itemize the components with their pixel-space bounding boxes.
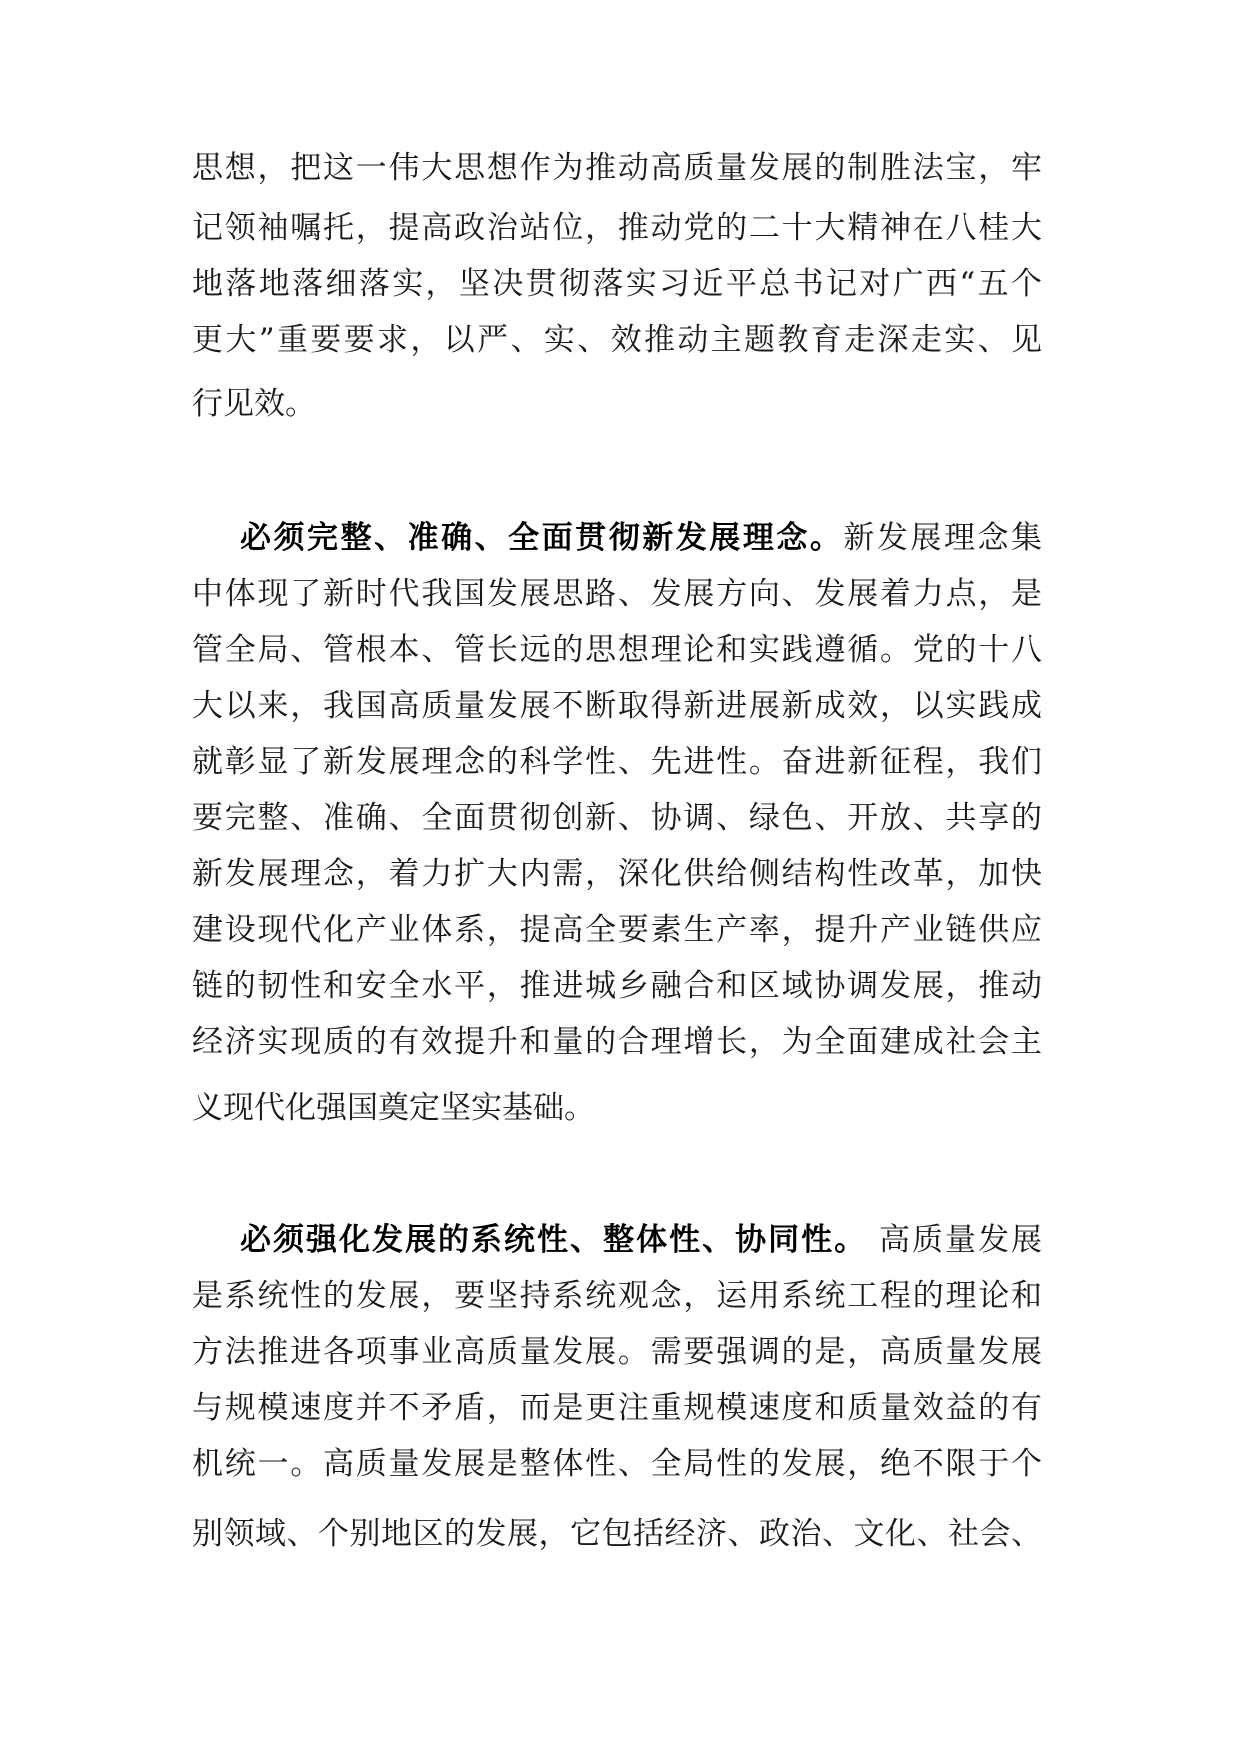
paragraph-line [192, 964, 1042, 1008]
paragraph-line [192, 1442, 1042, 1486]
paragraph-line [192, 908, 1042, 952]
paragraph-line [192, 684, 1042, 728]
line-text: 经济实现质的有效提升和量的合理增长，为全面建成社会主 [192, 1024, 1042, 1060]
paragraph-line [192, 572, 1042, 616]
line-text: 建设现代化产业体系，提高全要素生产率，提升产业链供应 [192, 912, 1042, 948]
line-text: 方法推进各项事业高质量发展。需要强调的是，高质量发展 [192, 1334, 1042, 1370]
paragraph-line [192, 1386, 1042, 1430]
paragraph-line [192, 382, 1042, 426]
line-text: 别领域、个别地区的发展，它包括经济、政治、文化、社会、 [192, 1516, 1042, 1552]
paragraph-line [192, 262, 1042, 306]
paragraph-heading-line [240, 1218, 1042, 1262]
paragraph-line [192, 1274, 1042, 1318]
line-text: 与规模速度并不矛盾，而是更注重规模速度和质量效益的有 [192, 1390, 1042, 1426]
line-text: 中体现了新时代我国发展思路、发展方向、发展着力点，是 [192, 576, 1042, 612]
line-text: 地落地落细落实，坚决贯彻落实习近平总书记对广西“五个 [192, 266, 1042, 302]
paragraph-heading: 必须完整、准确、全面贯彻新发展理念。 [240, 520, 844, 556]
paragraph-heading-line [240, 516, 1042, 560]
line-text: 机统一。高质量发展是整体性、全局性的发展，绝不限于个 [192, 1446, 1042, 1482]
line-text: 新发展理念，着力扩大内需，深化供给侧结构性改革，加快 [192, 856, 1042, 892]
paragraph-line [192, 852, 1042, 896]
paragraph-line [192, 146, 1042, 190]
paragraph-line [192, 1020, 1042, 1064]
paragraph-line [192, 796, 1042, 840]
line-text: 就彰显了新发展理念的科学性、先进性。奋进新征程，我们 [192, 744, 1042, 780]
line-text: 新发展理念集 [843, 520, 1042, 556]
paragraph-line [192, 1330, 1042, 1374]
line-text: 链的韧性和安全水平，推进城乡融合和区域协调发展，推动 [192, 968, 1042, 1004]
paragraph-line [192, 740, 1042, 784]
line-text: 义现代化强国奠定坚实基础。 [192, 1090, 595, 1126]
paragraph-line [192, 628, 1042, 672]
paragraph-heading: 必须强化发展的系统性、整体性、协同性。 [240, 1222, 868, 1258]
line-text: 高质量发展 [867, 1222, 1042, 1258]
paragraph-line [192, 318, 1042, 362]
line-text: 思想，把这一伟大思想作为推动高质量发展的制胜法宝，牢 [192, 150, 1042, 186]
paragraph-line [192, 1086, 1042, 1130]
line-text: 要完整、准确、全面贯彻创新、协调、绿色、开放、共享的 [192, 800, 1042, 836]
line-text: 是系统性的发展，要坚持系统观念，运用系统工程的理论和 [192, 1278, 1042, 1314]
paragraph-line [192, 206, 1042, 250]
line-text: 记领袖嘱托，提高政治站位，推动党的二十大精神在八桂大 [192, 210, 1042, 246]
line-text: 更大”重要要求，以严、实、效推动主题教育走深走实、见 [192, 322, 1042, 358]
line-text: 管全局、管根本、管长远的思想理论和实践遵循。党的十八 [192, 632, 1042, 668]
line-text: 行见效。 [192, 386, 316, 422]
line-text: 大以来，我国高质量发展不断取得新进展新成效，以实践成 [192, 688, 1042, 724]
paragraph-line [192, 1512, 1042, 1556]
